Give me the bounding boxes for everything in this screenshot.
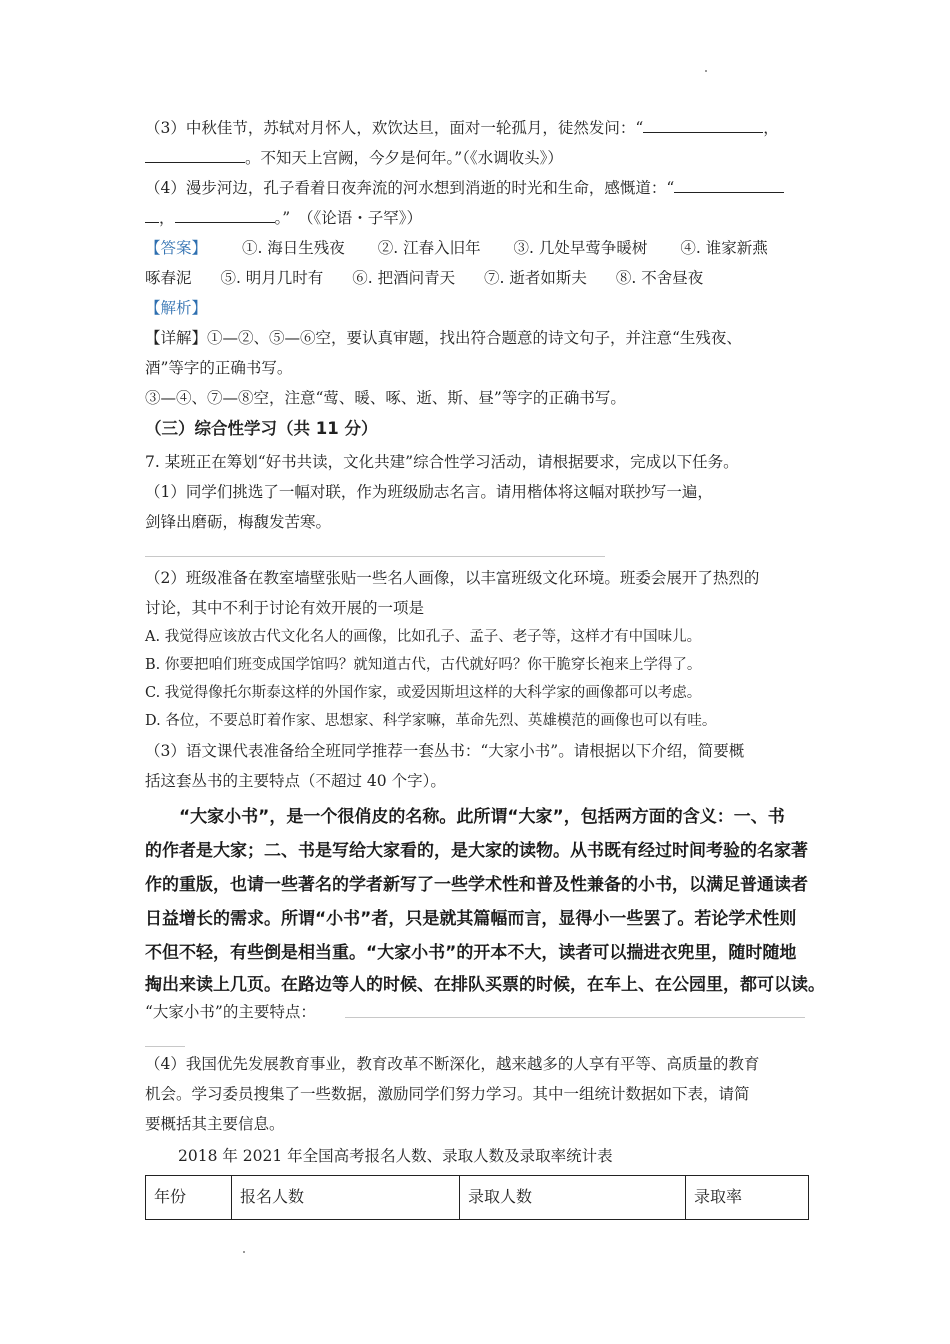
answer-line-1 bbox=[145, 238, 768, 258]
q3-tail: 。不知天上宫阙，今夕是何年。”（《水调收头》） bbox=[245, 149, 563, 167]
answer-item: ⑤. 明月几时有 bbox=[220, 269, 324, 287]
q3-line-2 bbox=[145, 148, 563, 168]
table-header-cell: 录取人数 bbox=[460, 1176, 686, 1220]
answer-blank[interactable] bbox=[145, 148, 245, 163]
passage-line: 的作者是大家；二、书是写给大家看的，是大家的读物。从书既有经过时间考验的名家著 bbox=[145, 841, 808, 861]
q4-comma: ， bbox=[159, 209, 175, 227]
q3-line-1 bbox=[145, 118, 779, 138]
q7-sub2-line-1: （2）班级准备在教室墙壁张贴一些名人画像，以丰富班级文化环境。班委会展开了热烈的 bbox=[145, 569, 760, 587]
answer-item: ⑦. 逝者如斯夫 bbox=[484, 269, 587, 287]
answer-line-2 bbox=[145, 268, 703, 288]
q7-sub3-line-2: 括这套丛书的主要特点（不超过 40 个字）。 bbox=[145, 772, 446, 790]
option-d[interactable]: D. 各位，不要总盯着作家、思想家、科学家嘛，革命先烈、英雄模范的画像也可以有哇。 bbox=[145, 713, 717, 729]
analysis-detail-1: 【详解】①—②、⑤—⑥空，要认真审题，找出符合题意的诗文句子，并注意“生残夜、 bbox=[145, 329, 742, 347]
table-header-cell: 年份 bbox=[146, 1176, 232, 1220]
answer-item: ④. 谁家新燕 bbox=[680, 239, 768, 257]
passage-line: 日益增长的需求。所谓“小书”者，只是就其篇幅而言，显得小一些罢了。若论学术性则 bbox=[145, 909, 797, 929]
writing-line[interactable] bbox=[145, 556, 605, 557]
q4-line-1 bbox=[145, 178, 784, 198]
option-a[interactable]: A. 我觉得应该放古代文化名人的画像，比如孔子、孟子、老子等，这样才有中国味儿。 bbox=[145, 629, 702, 645]
table-header-cell: 录取率 bbox=[686, 1176, 809, 1220]
answer-blank[interactable] bbox=[674, 178, 784, 193]
passage-line: 不但不轻，有些倒是相当重。“大家小书”的开本不大，读者可以揣进衣兜里，随时随地 bbox=[145, 943, 797, 963]
answer-blank[interactable] bbox=[643, 118, 763, 133]
q4-prompt: （4）漫步河边，孔子看着日夜奔流的河水想到消逝的时光和生命，感慨道：“ bbox=[145, 179, 675, 197]
q4-tail: 。” （《论语・子罕》） bbox=[274, 209, 422, 227]
scan-dot bbox=[705, 70, 707, 72]
analysis-label: 【解析】 bbox=[145, 299, 208, 317]
q7-sub3-line-1: （3）语文课代表准备给全班同学推荐一套丛书：“大家小书”。请根据以下介绍，简要概 bbox=[145, 742, 745, 760]
table-header-row bbox=[146, 1176, 809, 1220]
answer-blank[interactable] bbox=[145, 208, 159, 223]
section-title: （三）综合性学习（共 11 分） bbox=[145, 419, 378, 438]
q3-comma: ， bbox=[763, 119, 779, 137]
answer-item: ⑧. 不舍昼夜 bbox=[615, 269, 704, 287]
option-b[interactable]: B. 你要把咱们班变成国学馆吗？就知道古代，古代就好吗？你干脆穿长袍来上学得了。 bbox=[145, 657, 702, 673]
q7-sub4-line-2: 机会。学习委员搜集了一些数据，激励同学们努力学习。其中一组统计数据如下表，请简 bbox=[145, 1085, 750, 1103]
q7-sub1-line-1: （1）同学们挑选了一幅对联，作为班级励志名言。请用楷体将这幅对联抄写一遍， bbox=[145, 483, 713, 501]
q3-prompt: （3）中秋佳节，苏轼对月怀人，欢饮达旦，面对一轮孤月，徒然发问：“ bbox=[145, 119, 644, 137]
writing-line[interactable] bbox=[145, 1046, 185, 1047]
q7-sub4-line-3: 要概括其主要信息。 bbox=[145, 1115, 285, 1133]
q4-line-2 bbox=[145, 208, 422, 228]
stats-table bbox=[145, 1175, 809, 1220]
writing-line[interactable] bbox=[345, 1017, 805, 1018]
answer-item: 啄春泥 bbox=[145, 269, 192, 287]
answer-label: 【答案】 bbox=[145, 239, 208, 257]
passage-line: 掏出来读上几页。在路边等人的时候、在排队买票的时候，在车上、在公园里，都可以读。 bbox=[145, 975, 825, 995]
option-c[interactable]: C. 我觉得像托尔斯泰这样的外国作家，或爱因斯坦这样的大科学家的画像都可以考虑。 bbox=[145, 685, 702, 701]
passage-line: “大家小书”，是一个很俏皮的名称。此所谓“大家”，包括两方面的含义：一、书 bbox=[145, 807, 785, 827]
table-header-cell: 报名人数 bbox=[232, 1176, 460, 1220]
q7-sub3-answer-label: “大家小书”的主要特点： bbox=[145, 1003, 316, 1021]
answer-item: ①. 海日生残夜 bbox=[241, 239, 345, 257]
q7-sub4-line-1: （4）我国优先发展教育事业，教育改革不断深化，越来越多的人享有平等、高质量的教育 bbox=[145, 1055, 760, 1073]
answer-blank[interactable] bbox=[175, 208, 275, 223]
answer-item: ③. 几处早莺争暖树 bbox=[513, 239, 648, 257]
q7-sub2-line-2: 讨论，其中不利于讨论有效开展的一项是 bbox=[145, 599, 425, 617]
q7-intro: 7. 某班正在筹划“好书共读，文化共建”综合性学习活动，请根据要求，完成以下任务。 bbox=[145, 453, 739, 471]
answer-item: ⑥. 把酒问青天 bbox=[352, 269, 456, 287]
q7-sub1-couplet: 剑锋出磨砺，梅馥发苦寒。 bbox=[145, 513, 332, 531]
scan-dot bbox=[243, 1251, 245, 1253]
analysis-detail-2: 酒”等字的正确书写。 bbox=[145, 359, 293, 377]
table-title: 2018 年 2021 年全国高考报名人数、录取人数及录取率统计表 bbox=[178, 1147, 613, 1165]
passage-line: 作的重版，也请一些著名的学者新写了一些学术性和普及性兼备的小书，以满足普通读者 bbox=[145, 875, 808, 895]
answer-item: ②. 江春入旧年 bbox=[377, 239, 481, 257]
analysis-detail-3: ③—④、⑦—⑧空，注意“莺、暖、啄、逝、斯、昼”等字的正确书写。 bbox=[145, 389, 626, 407]
